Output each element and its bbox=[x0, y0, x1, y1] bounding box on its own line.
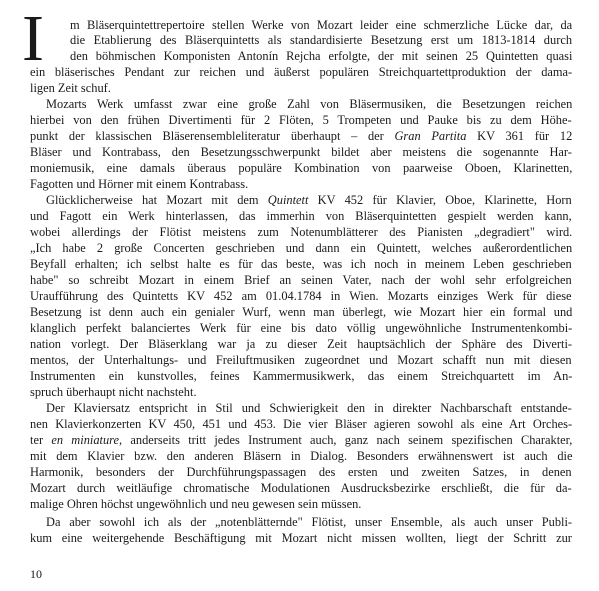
text-line: die Etablierung des Bläserquintetts als standardisierte Besetzung erst um 1813-1814 durch bbox=[70, 33, 573, 47]
text-line: punkt der klassischen Bläserensembleliteratur überhaupt – der Gran Partita KV 361 für 12 bbox=[30, 129, 573, 143]
text-line: wobei allerdings der Flötist meistens zum Notenumblätterer des Pianisten „degradiert" wird. bbox=[30, 225, 573, 239]
text-line: Der Klaviersatz entspricht in Stil und Schwierigkeit den in direkter Nachbarschaft entstande- bbox=[46, 401, 572, 415]
text-line: den böhmischen Komponisten Antonín Rejcha erfolgte, der mit seinen 25 Quintetten quasi bbox=[70, 49, 573, 63]
text-line: habe" so schreibt Mozart in einem Brief an seinen Vater, nach der wohl sehr erfolgreichen bbox=[30, 273, 572, 287]
text-line: malige Ohren höchst ungewöhnlich und neu gewesen sein müssen. bbox=[30, 497, 362, 511]
text-line: mit dem Klavier bzw. den anderen Bläsern in Dialog. Besonders erwähnenswert ist auch die bbox=[30, 449, 573, 463]
text-line: Harmonik, besonders der Durchführungspassagen des ersten und zweiten Satzes, in denen bbox=[30, 465, 572, 479]
text-line: „Ich habe 2 große Concerten geschrieben und dann ein Quintett, welches außerordentlichen bbox=[30, 241, 573, 255]
text-line: spruch überhaupt nicht nachsteht. bbox=[30, 385, 197, 399]
text-line: nen Klavierkonzerten KV 450, 451 und 453. Die vier Bläser agieren sowohl als eine Art Orches- bbox=[30, 417, 573, 431]
text-line: Glücklicherweise hat Mozart mit dem Quintett KV 452 für Klavier, Oboe, Klarinette, Horn bbox=[46, 193, 572, 207]
text-line: Beyfall erhalten; ich selbst halte es für das beste, was ich noch in meinem Leben geschrieben bbox=[30, 257, 572, 271]
text-line: ligen Zeit schuf. bbox=[30, 81, 111, 95]
text-line: Bläser und Kontrabass, den Besetzungsschwerpunkt bildet aber meistens die sogenannte Har- bbox=[30, 145, 572, 159]
text-line: moniemusik, eine damals überaus populäre Kombination von paarweise Oboen, Klarinetten, bbox=[30, 161, 573, 175]
text-line: ein bläserisches Pendant zur reichen und äußerst populären Streichquartettproduktion der dama- bbox=[30, 65, 573, 79]
text-line: Da aber sowohl ich als der „notenblätternde" Flötist, unser Ensemble, als auch unser Publi- bbox=[46, 515, 573, 529]
text-line: kum eine weitergehende Beschäftigung mit Mozart nicht missen wollten, liegt der Schritt zur bbox=[30, 531, 572, 545]
text-line: hierbei von den frühen Divertimenti für 2 Flöten, 5 Trompeten und Pauke bis zu dem Höhe- bbox=[30, 113, 572, 127]
text-line: Fagotten und Hörner mit einem Kontrabass. bbox=[30, 177, 249, 191]
text-line: ter en miniature, anderseits tritt jedes Instrument auch, ganz nach seinem spezifischen Charakter, bbox=[30, 433, 573, 447]
work-title: Quintett bbox=[267, 193, 309, 207]
page-number: 10 bbox=[30, 567, 42, 581]
text-line: Besetzung ist denn auch ein genialer Wurf, wenn man überlegt, wie Mozart hier ein formal und bbox=[30, 305, 573, 319]
text-line: und Fagott ein Werk hinterlassen, das immerhin von Bläserquintetten gespielt werden kann, bbox=[30, 209, 572, 223]
text-line: Mozart durch weitläufige chromatische Modulationen Ausdrucksbezirke erschließt, die für da- bbox=[30, 481, 572, 495]
work-title: Gran Partita bbox=[394, 129, 467, 143]
text-line: nation vorlegt. Der Bläserklang war ja zu dieser Zeit hauptsächlich der Sphäre des Diverti- bbox=[30, 337, 573, 351]
drop-cap: I bbox=[22, 2, 44, 75]
text-line: Instrumenten ein kunstvolles, feines Kammermusikwerk, das einem Streichquartett im An- bbox=[30, 369, 573, 383]
text-line: klanglich perfekt balanciertes Werk für eine bis dato völlig ungewöhnliche Instrumentenkombi- bbox=[30, 321, 573, 335]
text-line: Uraufführung des Quintetts KV 452 am 01.04.1784 in Wien. Mozarts einziges Werk für diese bbox=[30, 289, 572, 303]
text-line: m Bläserquintettrepertoire stellen Werke von Mozart leider eine schmerzliche Lücke dar, da bbox=[70, 18, 573, 32]
text-line: Mozarts Werk umfasst zwar eine große Zahl von Bläsermusiken, die Besetzungen reichen bbox=[46, 97, 573, 111]
term-italic: en miniature bbox=[51, 433, 120, 447]
text-line: mentos, der Unterhaltungs- und Freiluftmusiken zugeordnet und Mozart schafft nun mit diesen bbox=[30, 353, 572, 367]
